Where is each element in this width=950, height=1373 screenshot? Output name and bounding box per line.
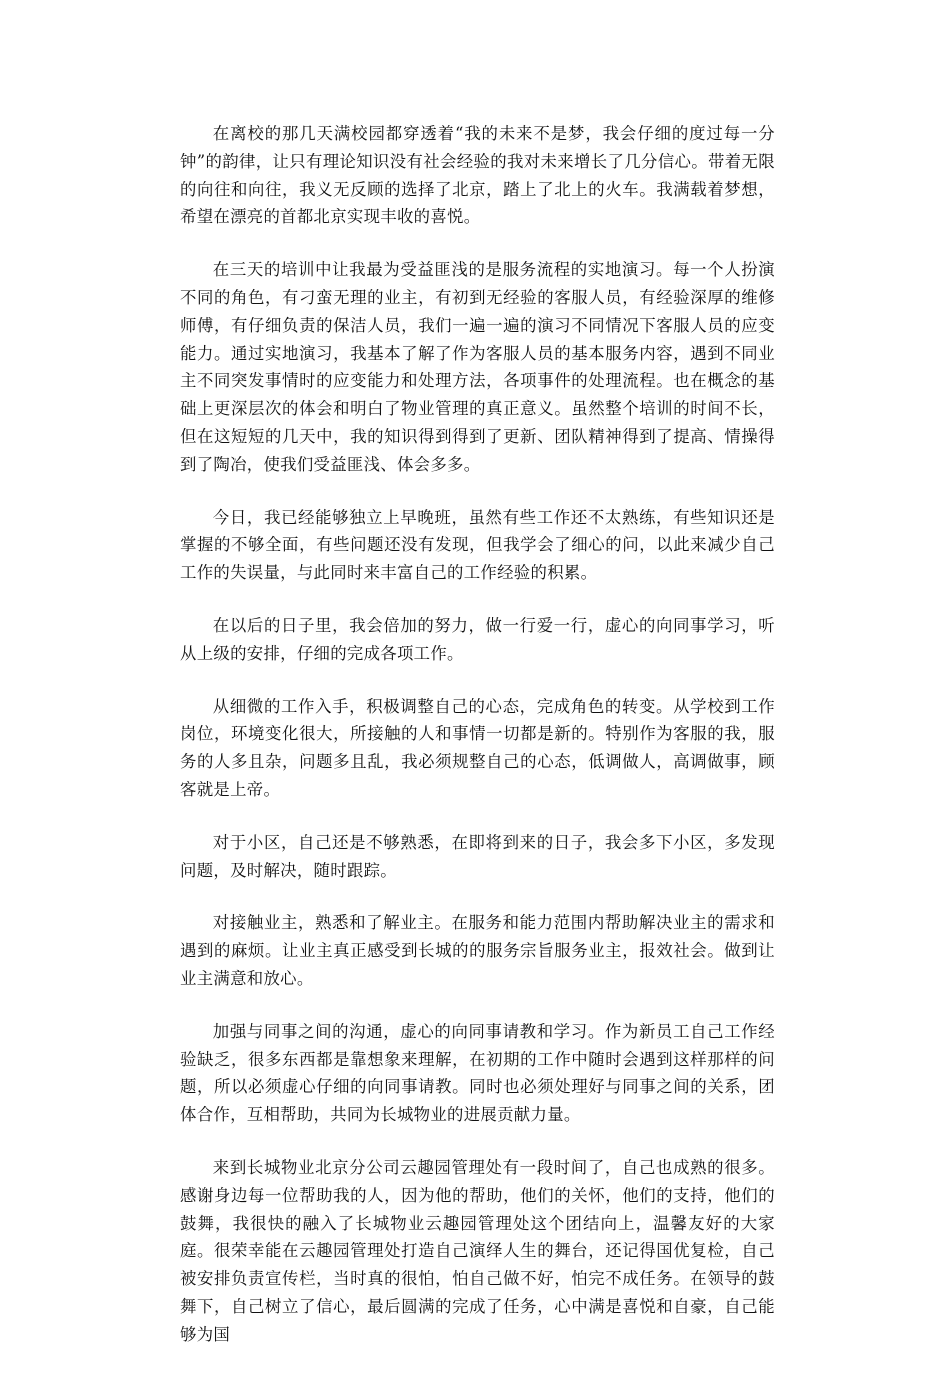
- paragraph-1: 在离校的那几天满校园都穿透着“我的未来不是梦，我会仔细的度过每一分钟”的韵律，让只有理论知识没有社会经验的我对未来增长了几分信心。带着无限的向往和向往，我义无反顾的选择了北京，踏上了北上的火车。我满载着梦想，希望在漂亮的首都北京实现丰收的喜悦。: [180, 124, 775, 227]
- paragraph-4: 在以后的日子里，我会倍加的努力，做一行爱一行，虚心的向同事学习，听从上级的安排，仔细的完成各项工作。: [180, 615, 775, 663]
- paragraph-5: 从细微的工作入手，积极调整自己的心态，完成角色的转变。从学校到工作岗位，环境变化很大，所接触的人和事情一切都是新的。特别作为客服的我，服务的人多且杂，问题多且乱，我必须规整自己的心态，低调做人，高调做事，顾客就是上帝。: [180, 696, 775, 799]
- document-page: [180, 120, 775, 1373]
- paragraph-8: 加强与同事之间的沟通，虚心的向同事请教和学习。作为新员工自己工作经验缺乏，很多东西都是靠想象来理解，在初期的工作中随时会遇到这样那样的问题，所以必须虚心仔细的向同事请教。同时也必须处理好与同事之间的关系，团体合作，互相帮助，共同为长城物业的进展贡献力量。: [180, 1021, 775, 1125]
- paragraph-9: 来到长城物业北京分公司云趣园管理处有一段时间了，自己也成熟的很多。感谢身边每一位帮助我的人，因为他的帮助，他们的关怀，他们的支持，他们的鼓舞，我很快的融入了长城物业云趣园管理处这个团结向上，温馨友好的大家庭。很荣幸能在云趣园管理处打造自己演绎人生的舞台，还记得国优复检，自己被安排负责宣传栏，当时真的很怕，怕自己做不好，怕完不成任务。在领导的鼓舞下，自己树立了信心，最后圆满的完成了任务，心中满是喜悦和自豪，自己能够为国: [180, 1157, 775, 1344]
- paragraph-7: 对接触业主，熟悉和了解业主。在服务和能力范围内帮助解决业主的需求和遇到的麻烦。让业主真正感受到长城的的服务宗旨服务业主，报效社会。做到让业主满意和放心。: [180, 913, 775, 988]
- paragraph-3: 今日，我已经能够独立上早晚班，虽然有些工作还不太熟练，有些知识还是掌握的不够全面，有些问题还没有发现，但我学会了细心的问，以此来减少自己工作的失误量，与此同时来丰富自己的工作经验的积累。: [180, 507, 775, 583]
- paragraph-6: 对于小区，自己还是不够熟悉，在即将到来的日子，我会多下小区，多发现问题，及时解决，随时跟踪。: [180, 832, 775, 880]
- paragraph-2: 在三天的培训中让我最为受益匪浅的是服务流程的实地演习。每一个人扮演不同的角色，有刁蛮无理的业主，有初到无经验的客服人员，有经验深厚的维修师傅，有仔细负责的保洁人员，我们一遍一遍的演习不同情况下客服人员的应变能力。通过实地演习，我基本了解了作为客服人员的基本服务内容，遇到不同业主不同突发事情时的应变能力和处理方法，各项事件的处理流程。也在概念的基础上更深层次的体会和明白了物业管理的真正意义。虽然整个培训的时间不长，但在这短短的几天中，我的知识得到得到了更新、团队精神得到了提高、情操得到了陶冶，使我们受益匪浅、体会多多。: [180, 260, 775, 474]
